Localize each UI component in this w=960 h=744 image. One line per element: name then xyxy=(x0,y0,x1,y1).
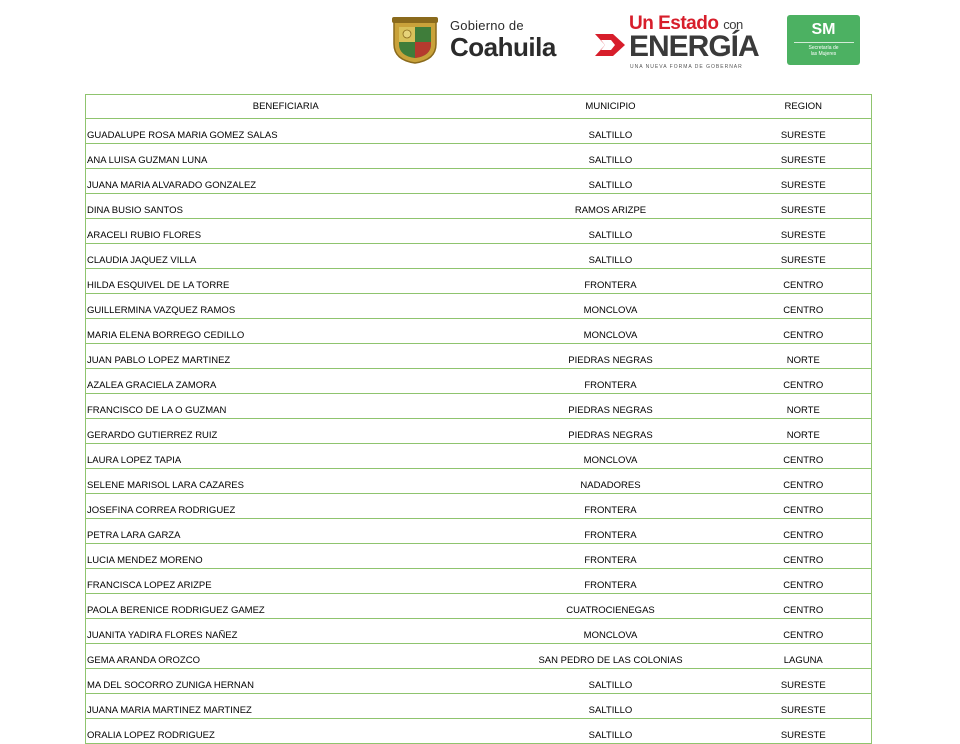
table-row xyxy=(86,369,872,394)
table-row xyxy=(86,169,872,194)
table-row xyxy=(86,544,872,569)
region-cell: NORTE xyxy=(736,394,872,419)
table-row xyxy=(86,269,872,294)
region-cell: SURESTE xyxy=(736,194,872,219)
region-cell: CENTRO xyxy=(736,444,872,469)
table-row xyxy=(86,669,872,694)
region-cell: CENTRO xyxy=(736,594,872,619)
coahuila-label: Coahuila xyxy=(450,32,556,62)
table-row xyxy=(86,444,872,469)
beneficiaria-cell: JUANITA YADIRA FLORES NAÑEZ xyxy=(86,619,486,644)
sm-divider xyxy=(794,42,854,43)
beneficiaria-cell: FRANCISCO DE LA O GUZMAN xyxy=(86,394,486,419)
beneficiaria-cell: PAOLA BERENICE RODRIGUEZ GAMEZ xyxy=(86,594,486,619)
header-municipio: MUNICIPIO xyxy=(486,95,736,119)
beneficiaria-cell: CLAUDIA JAQUEZ VILLA xyxy=(86,244,486,269)
table-row xyxy=(86,569,872,594)
region-cell: CENTRO xyxy=(736,319,872,344)
beneficiary-table-container xyxy=(85,94,871,744)
table-row xyxy=(86,344,872,369)
header-region: REGION xyxy=(736,95,872,119)
header-beneficiaria: BENEFICIARIA xyxy=(86,95,486,119)
beneficiaria-cell: SELENE MARISOL LARA CAZARES xyxy=(86,469,486,494)
table-row xyxy=(86,394,872,419)
table-row xyxy=(86,719,872,744)
beneficiaria-cell: AZALEA GRACIELA ZAMORA xyxy=(86,369,486,394)
sm-label: SM xyxy=(811,21,836,38)
table-row xyxy=(86,594,872,619)
municipio-cell: PIEDRAS NEGRAS xyxy=(486,419,736,444)
coahuila-seal-icon xyxy=(390,14,440,64)
table-row xyxy=(86,144,872,169)
municipio-cell: PIEDRAS NEGRAS xyxy=(486,394,736,419)
region-cell: CENTRO xyxy=(736,519,872,544)
sm-subtitle-1: Secretaría de xyxy=(808,45,839,51)
region-cell: CENTRO xyxy=(736,294,872,319)
municipio-cell: SALTILLO xyxy=(486,219,736,244)
table-row xyxy=(86,194,872,219)
sm-subtitle-2: las Mujeres xyxy=(810,51,837,57)
region-cell: CENTRO xyxy=(736,494,872,519)
un-estado-label: Un Estado con xyxy=(629,13,743,34)
region-cell: NORTE xyxy=(736,419,872,444)
beneficiaria-cell: MA DEL SOCORRO ZUNIGA HERNAN xyxy=(86,669,486,694)
municipio-cell: FRONTERA xyxy=(486,494,736,519)
table-row xyxy=(86,619,872,644)
municipio-cell: FRONTERA xyxy=(486,369,736,394)
table-row xyxy=(86,469,872,494)
beneficiaria-cell: HILDA ESQUIVEL DE LA TORRE xyxy=(86,269,486,294)
municipio-cell: SALTILLO xyxy=(486,719,736,744)
beneficiaria-cell: GEMA ARANDA OROZCO xyxy=(86,644,486,669)
municipio-cell: RAMOS ARIZPE xyxy=(486,194,736,219)
beneficiaria-cell: PETRA LARA GARZA xyxy=(86,519,486,544)
table-row xyxy=(86,119,872,144)
region-cell: SURESTE xyxy=(736,119,872,144)
municipio-cell: SALTILLO xyxy=(486,694,736,719)
region-cell: NORTE xyxy=(736,344,872,369)
energia-label: ENERGÍA xyxy=(629,30,759,63)
gobierno-label: Gobierno de xyxy=(450,18,524,33)
region-cell: SURESTE xyxy=(736,169,872,194)
gobierno-coahuila-logo xyxy=(450,18,570,68)
region-cell: SURESTE xyxy=(736,219,872,244)
secretaria-mujeres-logo xyxy=(787,15,860,65)
table-header-row xyxy=(86,95,872,119)
municipio-cell: FRONTERA xyxy=(486,269,736,294)
region-cell: CENTRO xyxy=(736,619,872,644)
table-row xyxy=(86,694,872,719)
table-row xyxy=(86,244,872,269)
beneficiaria-cell: FRANCISCA LOPEZ ARIZPE xyxy=(86,569,486,594)
region-cell: LAGUNA xyxy=(736,644,872,669)
municipio-cell: SALTILLO xyxy=(486,669,736,694)
beneficiaria-cell: ARACELI RUBIO FLORES xyxy=(86,219,486,244)
table-row xyxy=(86,419,872,444)
region-cell: SURESTE xyxy=(736,144,872,169)
table-row xyxy=(86,294,872,319)
municipio-cell: CUATROCIENEGAS xyxy=(486,594,736,619)
un-estado-con-energia-logo xyxy=(593,12,763,70)
region-cell: SURESTE xyxy=(736,694,872,719)
beneficiaria-cell: GUADALUPE ROSA MARIA GOMEZ SALAS xyxy=(86,119,486,144)
region-cell: CENTRO xyxy=(736,469,872,494)
municipio-cell: FRONTERA xyxy=(486,544,736,569)
beneficiaria-cell: ANA LUISA GUZMAN LUNA xyxy=(86,144,486,169)
energia-arrow-icon xyxy=(593,28,627,62)
region-cell: SURESTE xyxy=(736,244,872,269)
municipio-cell: SALTILLO xyxy=(486,119,736,144)
logo-header xyxy=(388,12,868,70)
municipio-cell: MONCLOVA xyxy=(486,619,736,644)
region-cell: CENTRO xyxy=(736,369,872,394)
municipio-cell: SALTILLO xyxy=(486,169,736,194)
table-row xyxy=(86,494,872,519)
table-row xyxy=(86,644,872,669)
municipio-cell: PIEDRAS NEGRAS xyxy=(486,344,736,369)
region-cell: SURESTE xyxy=(736,669,872,694)
beneficiaria-cell: LAURA LOPEZ TAPIA xyxy=(86,444,486,469)
table-row xyxy=(86,219,872,244)
municipio-cell: MONCLOVA xyxy=(486,319,736,344)
table-row xyxy=(86,519,872,544)
beneficiaria-cell: LUCIA MENDEZ MORENO xyxy=(86,544,486,569)
municipio-cell: SAN PEDRO DE LAS COLONIAS xyxy=(486,644,736,669)
region-cell: CENTRO xyxy=(736,569,872,594)
municipio-cell: NADADORES xyxy=(486,469,736,494)
municipio-cell: SALTILLO xyxy=(486,144,736,169)
municipio-cell: FRONTERA xyxy=(486,519,736,544)
region-cell: SURESTE xyxy=(736,719,872,744)
beneficiaria-cell: MARIA ELENA BORREGO CEDILLO xyxy=(86,319,486,344)
region-cell: CENTRO xyxy=(736,269,872,294)
municipio-cell: MONCLOVA xyxy=(486,444,736,469)
beneficiaria-cell: GERARDO GUTIERREZ RUIZ xyxy=(86,419,486,444)
beneficiaria-cell: JOSEFINA CORREA RODRIGUEZ xyxy=(86,494,486,519)
region-cell: CENTRO xyxy=(736,544,872,569)
beneficiary-table xyxy=(85,94,872,744)
beneficiaria-cell: GUILLERMINA VAZQUEZ RAMOS xyxy=(86,294,486,319)
beneficiaria-cell: DINA BUSIO SANTOS xyxy=(86,194,486,219)
table-row xyxy=(86,319,872,344)
beneficiaria-cell: JUAN PABLO LOPEZ MARTINEZ xyxy=(86,344,486,369)
beneficiaria-cell: JUANA MARIA ALVARADO GONZALEZ xyxy=(86,169,486,194)
municipio-cell: FRONTERA xyxy=(486,569,736,594)
energia-tagline: UNA NUEVA FORMA DE GOBERNAR xyxy=(630,64,743,70)
municipio-cell: MONCLOVA xyxy=(486,294,736,319)
beneficiaria-cell: ORALIA LOPEZ RODRIGUEZ xyxy=(86,719,486,744)
beneficiaria-cell: JUANA MARIA MARTINEZ MARTINEZ xyxy=(86,694,486,719)
municipio-cell: SALTILLO xyxy=(486,244,736,269)
